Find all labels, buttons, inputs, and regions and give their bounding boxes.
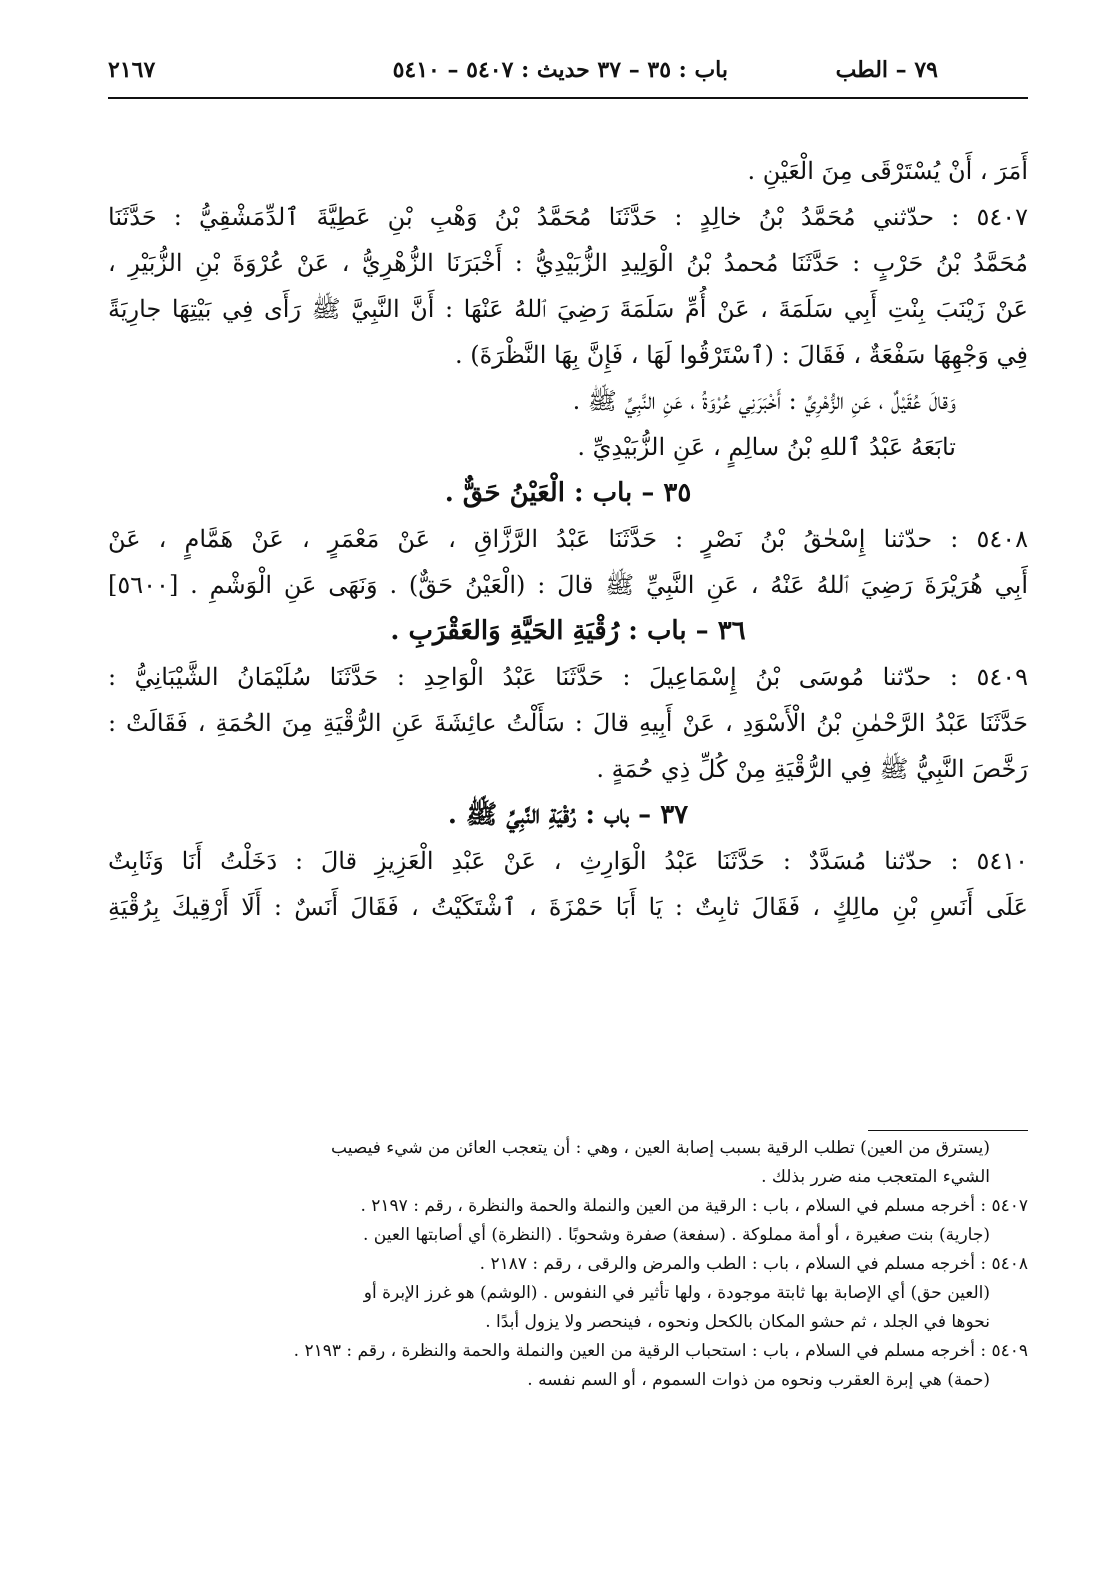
footnote-line: ٥٤٠٨ : أخرجه مسلم في السلام ، باب : الطب والمرض والرقى ، رقم : ٢١٨٧ . [479, 1254, 1028, 1274]
footnote-line: (حمة) هي إبرة العقرب ونحوه من ذوات السموم ، أو السم نفسه . [527, 1370, 990, 1390]
hadith-5408-line: ٥٤٠٨ : حدّثنا إِسْحٰقُ بْنُ نَصْرٍ : حَدَّثَنَا عَبْدُ الرَّزَّاقِ ، عَنْ مَعْمَرٍ ، عَنْ هَمَّامٍ ، عَنْ [108, 525, 1028, 553]
footnote-line: نحوها في الجلد ، ثم حشو المكان بالكحل ونحوه ، فينحصر ولا يزول أبدًا . [485, 1312, 990, 1332]
text-line: عَلَى أَنَسِ بْنِ مالِكٍ ، فَقَالَ ثابِتٌ : يَا أَبَا حَمْزَةَ ، ٱشْتَكَيْتُ ، فَقَالَ أَنَسٌ : أَلَا أَرْقِيكَ بِرُقْيَةِ [108, 893, 1028, 921]
hadith-5409-line: ٥٤٠٩ : حدّثنا مُوسَى بْنُ إِسْمَاعِيلَ : حَدَّثَنَا عَبْدُ الْوَاحِدِ : حَدَّثَنَا سُلَيْمَانُ الشَّيْبَانِيُّ : [108, 663, 1028, 691]
footnote-line: ٥٤٠٧ : أخرجه مسلم في السلام ، باب : الرقية من العين والنملة والحمة والنظرة ، رقم : ٢١٩٧ . [360, 1196, 1028, 1216]
footnote-line: (جارية) بنت صغيرة ، أو أمة مملوكة . (سفعة) صفرة وشحوبًا . (النظرة) أي أصابتها العين . [362, 1225, 990, 1245]
text-line: فِي وَجْهِهَا سَفْعَةٌ ، فَقَالَ : (ٱسْتَرْقُوا لَهَا ، فَإِنَّ بِهَا النَّظْرَةَ) . [455, 341, 1028, 369]
footnote-line: (العين حق) أي الإصابة بها ثابتة موجودة ، ولها تأثير في النفوس . (الوشم) هو غرز الإبرة أو [363, 1283, 990, 1303]
text-line: تابَعَهُ عَبْدُ ٱللهِ بْنُ سالِمٍ ، عَنِ الزُّبَيْدِيِّ . [577, 433, 956, 461]
chapter-heading-36: ٣٦ – باب : رُقْيَةِ الحَيَّةِ وَالعَقْرَبِ . [390, 616, 746, 646]
text-line: وَقالَ عُقَيْلٌ ، عَنِ الزُّهْرِيِّ : أَخْبَرَنِي عُرْوَةُ ، عَنِ النَّبِيِّ ﷺ . [572, 387, 956, 415]
chapter-heading-37: ٣٧ – باب : رُقْيَةِ النَّبِيِّ ﷺ . [447, 800, 689, 830]
text-line: أَبِي هُرَيْرَةَ رَضِيَ ٱللهُ عَنْهُ ، عَنِ النَّبِيِّ ﷺ قالَ : (الْعَيْنُ حَقٌّ) . وَنَهَى عَنِ الْوَشْمِ . [٥٦٠٠] [108, 571, 1028, 599]
footnote-divider [868, 1130, 1028, 1131]
text-line: حَدَّثَنَا عَبْدُ الرَّحْمٰنِ بْنُ الْأَسْوَدِ ، عَنْ أَبِيهِ قالَ : سَأَلْتُ عائِشَةَ عَنِ الرُّقْيَةِ مِنَ الحُمَةِ ، فَقَالَتْ : [108, 709, 1028, 737]
text-line: مُحَمَّدُ بْنُ حَرْبٍ : حَدَّثَنَا مُحمدُ بْنُ الْوَلِيدِ الزُّبَيْدِيُّ : أَخْبَرَنَا الزُّهْرِيُّ ، عَنْ عُرْوَةَ بْنِ الزُّبَيْرِ ، [108, 249, 1028, 277]
header-divider [108, 97, 1028, 99]
footnote-line: الشيء المتعجب منه ضرر بذلك . [761, 1167, 990, 1187]
chapter-title: ٧٩ – الطب [835, 57, 938, 83]
page-header [108, 50, 1028, 90]
chapter-range: باب : ٣٥ – ٣٧ حديث : ٥٤٠٧ – ٥٤١٠ [392, 57, 728, 83]
hadith-5410-line: ٥٤١٠ : حدّثنا مُسَدَّدٌ : حَدَّثَنَا عَبْدُ الْوَارِثِ ، عَنْ عَبْدِ الْعَزِيزِ قالَ : دَخَلْتُ أَنَا وَثَابِتٌ [108, 847, 1028, 875]
hadith-5407-line: ٥٤٠٧ : حدّثني مُحَمَّدُ بْنُ خالِدٍ : حَدَّثَنَا مُحَمَّدُ بْنُ وَهْبِ بْنِ عَطِيَّةَ ٱلدِّمَشْقِيُّ : حَدَّثَنَا [108, 203, 1028, 231]
text-line: أَمَرَ ، أَنْ يُسْتَرْقَى مِنَ الْعَيْنِ . [747, 157, 1028, 185]
footnote-line: (يسترق من العين) تطلب الرقية بسبب إصابة العين ، وهي : أن يتعجب العائن من شيء فيصيب [331, 1138, 990, 1158]
text-line: رَخَّصَ النَّبِيُّ ﷺ فِي الرُّقْيَةِ مِنْ كُلِّ ذِي حُمَةٍ . [596, 755, 1028, 783]
footnotes [108, 1134, 1028, 1395]
text-line: عَنْ زَيْنَبَ بِنْتِ أَبِي سَلَمَةَ ، عَنْ أُمِّ سَلَمَةَ رَضِيَ ٱللهُ عَنْهَا : أَنَّ النَّبِيَّ ﷺ رَأَى فِي بَيْتِهَا جارِيَةً [108, 295, 1028, 323]
footnote-line: ٥٤٠٩ : أخرجه مسلم في السلام ، باب : استحباب الرقية من العين والنملة والحمة والنظرة ، رقم : ٢١٩٣ . [293, 1341, 1028, 1361]
chapter-heading-35: ٣٥ – باب : الْعَيْنُ حَقٌّ . [444, 478, 692, 508]
page-number: ٢١٦٧ [108, 57, 156, 83]
main-text [108, 148, 1028, 930]
